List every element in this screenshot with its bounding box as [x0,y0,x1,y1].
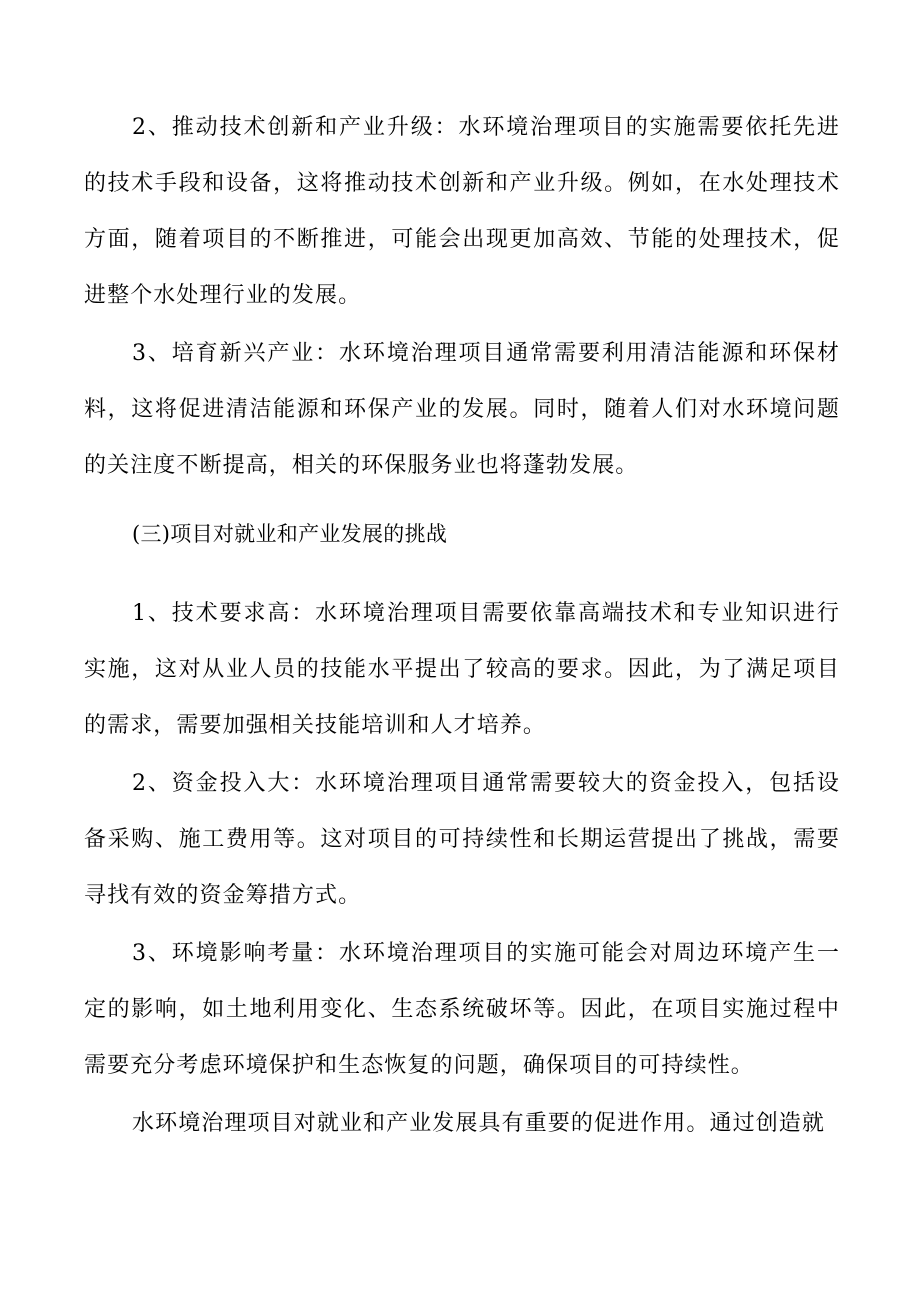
paragraph-environmental-impact: 3、环境影响考量：水环境治理项目的实施可能会对周边环境产生一定的影响，如土地利用变化、生态系统破坏等。因此，在项目实施过程中需要充分考虑环境保护和生态恢复的问题，确保项目的可持续性。 [84,941,840,1078]
paragraph-tech-innovation: 2、推动技术创新和产业升级：水环境治理项目的实施需要依托先进的技术手段和设备，这将推动技术创新和产业升级。例如，在水处理技术方面，随着项目的不断推进，可能会出现更加高效、节能的处理技术，促进整个水处理行业的发展。 [84,115,840,308]
paragraph-summary: 水环境治理项目对就业和产业发展具有重要的促进作用。通过创造就 [132,1111,826,1136]
paragraph-large-investment: 2、资金投入大：水环境治理项目通常需要较大的资金投入，包括设备采购、施工费用等。这对项目的可持续性和长期运营提出了挑战，需要寻找有效的资金筹措方式。 [84,771,840,908]
paragraph-emerging-industries: 3、培育新兴产业：水环境治理项目通常需要利用清洁能源和环保材料，这将促进清洁能源和环保产业的发展。同时，随着人们对水环境问题的关注度不断提高，相关的环保服务业也将蓬勃发展。 [84,341,840,478]
paragraph-high-tech-requirements: 1、技术要求高：水环境治理项目需要依靠高端技术和专业知识进行实施，这对从业人员的技能水平提出了较高的要求。因此，为了满足项目的需求，需要加强相关技能培训和人才培养。 [84,601,840,738]
section-heading-challenges: (三)项目对就业和产业发展的挑战 [132,522,448,546]
